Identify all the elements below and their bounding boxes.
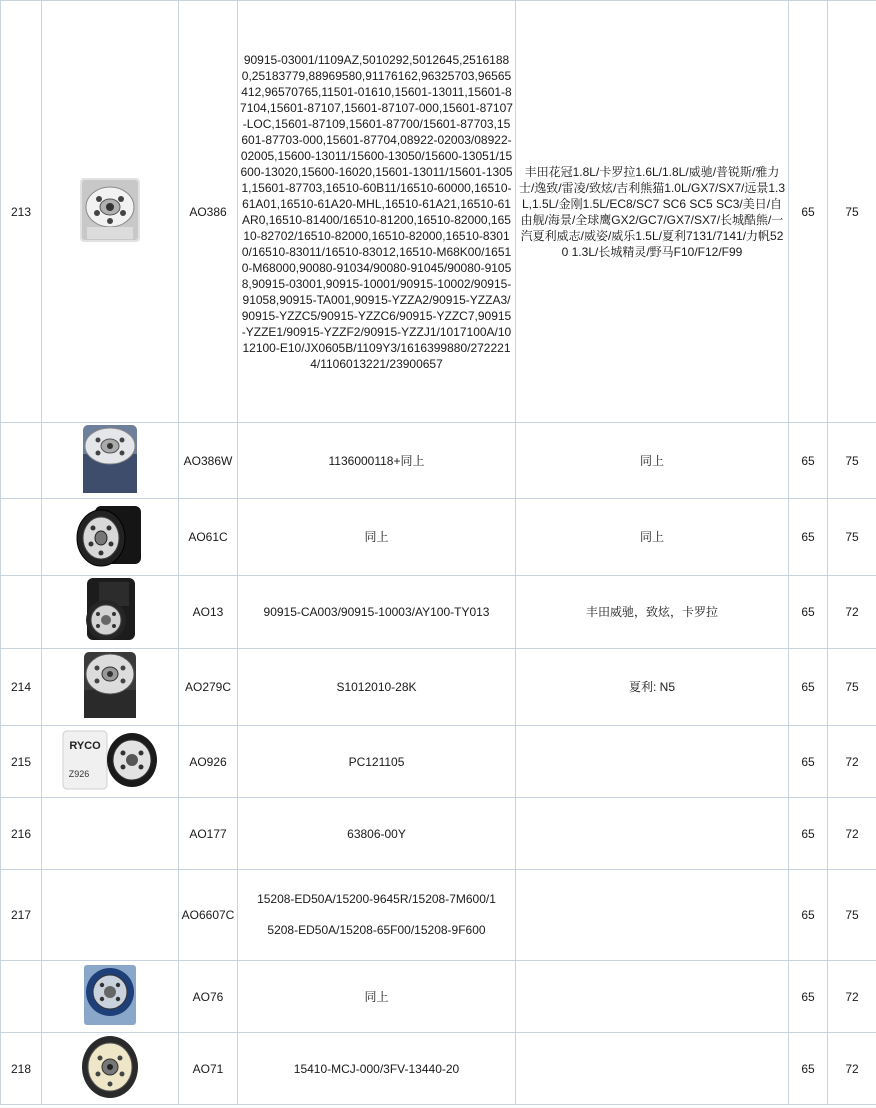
oil-filter-icon <box>81 424 139 494</box>
product-image-cell <box>42 576 179 649</box>
item-number: 218 <box>1 1033 42 1105</box>
dimension-a: 65 <box>789 423 828 499</box>
vehicle-applications <box>516 961 789 1033</box>
oe-numbers: 63806-00Y <box>238 798 516 870</box>
vehicle-applications <box>516 726 789 798</box>
dimension-b: 75 <box>828 1 876 423</box>
oil-filter-icon <box>81 576 139 644</box>
product-image-cell <box>42 423 179 499</box>
table-row <box>1 1 876 423</box>
dimension-a: 65 <box>789 1 828 423</box>
oe-numbers: 同上 <box>238 499 516 576</box>
dimension-b: 72 <box>828 798 876 870</box>
product-image-cell <box>42 1033 179 1105</box>
vehicle-applications <box>516 1033 789 1105</box>
oe-numbers: 1136000118+同上 <box>238 423 516 499</box>
model-number: AO279C <box>179 649 238 726</box>
product-image-cell <box>42 961 179 1033</box>
dimension-b: 75 <box>828 870 876 961</box>
item-number: 215 <box>1 726 42 798</box>
table-row <box>1 1033 876 1105</box>
product-image-cell <box>42 499 179 576</box>
vehicle-applications: 夏利: N5 <box>516 649 789 726</box>
oil-filter-icon <box>80 1034 140 1100</box>
dimension-b: 75 <box>828 649 876 726</box>
oe-numbers: 同上 <box>238 961 516 1033</box>
dimension-a: 65 <box>789 961 828 1033</box>
table-row <box>1 576 876 649</box>
model-number: AO177 <box>179 798 238 870</box>
item-number <box>1 499 42 576</box>
oil-filter-icon <box>83 964 137 1026</box>
oil-filter-icon <box>73 500 147 570</box>
product-image-cell <box>42 1 179 423</box>
oil-filter-icon <box>61 727 159 793</box>
dimension-b: 75 <box>828 423 876 499</box>
vehicle-applications <box>516 870 789 961</box>
vehicle-applications: 丰田花冠1.8L/卡罗拉1.6L/1.8L/威驰/普锐斯/雅力士/逸致/雷凌/致炫/吉利熊猫1.0L/GX7/SX7/远景1.3L,1.5L/金刚1.5L/EC8/SC7 SC6 SC5 SC3/美日/自由舰/海景/全球鹰GX2/GC7/GX7/SX7/长城酷熊/一汽夏利威志/威姿/威乐1.5L/夏利7131/7141/力帆520 1.3L/长城精灵/野马F10/F12/F99 <box>516 1 789 423</box>
model-number: AO386 <box>179 1 238 423</box>
item-number: 217 <box>1 870 42 961</box>
model-number: AO71 <box>179 1033 238 1105</box>
dimension-b: 72 <box>828 961 876 1033</box>
vehicle-applications <box>516 798 789 870</box>
oe-numbers: 90915-03001/1109AZ,5010292,5012645,25161880,25183779,88969580,91176162,96325703,96565412,96570765,11501-01610,15601-13011,15601-87104,15601-87107,15601-87107-000,15601-87107-LOC,15601-87109,15601-87700/15601-87703,15601-87703-000,15601-87704,08922-02003/08922-02005,15600-13011/15600-13050/15600-13051/15600-13020,15600-16020,15601-13011/15601-13051,15601-87703,16510-60B11/16510-60000,16510-61A01,16510-61A20-MHL,16510-61A21,16510-61AR0,16510-81400/16510-81200,16510-82000,16510-82702/16510-82000,16510-82000,16510-83010/16510-83011/16510-83012,16510-M68K00/16510-M68000,90080-91034/90080-91045/90080-91058,90915-03001,90915-10001/90915-10002/90915-91058,90915-TA001,90915-YZZA2/90915-YZZA3/90915-YZZC5/90915-YZZC6/90915-YZZC7,90915-YZZE1/90915-YZZF2/90915-YZZJ1/1017100A/1012100-E10/JX0605B/1109Y3/1616399880/2722214/1106013221/23900657 <box>238 1 516 423</box>
vehicle-applications: 同上 <box>516 499 789 576</box>
dimension-b: 72 <box>828 726 876 798</box>
oe-numbers: S1012010-28K <box>238 649 516 726</box>
item-number <box>1 961 42 1033</box>
table-row <box>1 649 876 726</box>
model-number: AO61C <box>179 499 238 576</box>
table-row <box>1 870 876 961</box>
dimension-b: 75 <box>828 499 876 576</box>
oe-numbers: 15208-ED50A/15200-9645R/15208-7M600/15208-ED50A/15208-65F00/15208-9F600 <box>238 870 516 961</box>
vehicle-applications: 同上 <box>516 423 789 499</box>
dimension-b: 72 <box>828 576 876 649</box>
item-number: 214 <box>1 649 42 726</box>
item-number: 213 <box>1 1 42 423</box>
model-number: AO6607C <box>179 870 238 961</box>
model-number: AO13 <box>179 576 238 649</box>
table-row <box>1 798 876 870</box>
model-number: AO926 <box>179 726 238 798</box>
item-number <box>1 576 42 649</box>
model-number: AO76 <box>179 961 238 1033</box>
dimension-a: 65 <box>789 870 828 961</box>
table-row <box>1 961 876 1033</box>
item-number <box>1 423 42 499</box>
ryco-brand-text: RYCO <box>69 739 101 752</box>
dimension-a: 65 <box>789 798 828 870</box>
product-image-cell <box>42 726 179 798</box>
dimension-a: 65 <box>789 1033 828 1105</box>
dimension-a: 65 <box>789 726 828 798</box>
oe-numbers: 15410-MCJ-000/3FV-13440-20 <box>238 1033 516 1105</box>
model-number: AO386W <box>179 423 238 499</box>
product-image-cell <box>42 798 179 870</box>
ryco-model-text: Z926 <box>68 768 90 779</box>
vehicle-applications: 丰田威驰，致炫，卡罗拉 <box>516 576 789 649</box>
dimension-a: 65 <box>789 649 828 726</box>
dimension-b: 72 <box>828 1033 876 1105</box>
table-row <box>1 423 876 499</box>
oil-filter-icon <box>81 650 139 720</box>
item-number: 216 <box>1 798 42 870</box>
product-image-cell <box>42 870 179 961</box>
table-row <box>1 499 876 576</box>
product-image-cell <box>42 649 179 726</box>
dimension-a: 65 <box>789 576 828 649</box>
oe-numbers: 90915-CA003/90915-10003/AY100-TY013 <box>238 576 516 649</box>
oe-numbers: PC121105 <box>238 726 516 798</box>
dimension-a: 65 <box>789 499 828 576</box>
oil-filter-icon <box>79 177 141 243</box>
table-row <box>1 726 876 798</box>
